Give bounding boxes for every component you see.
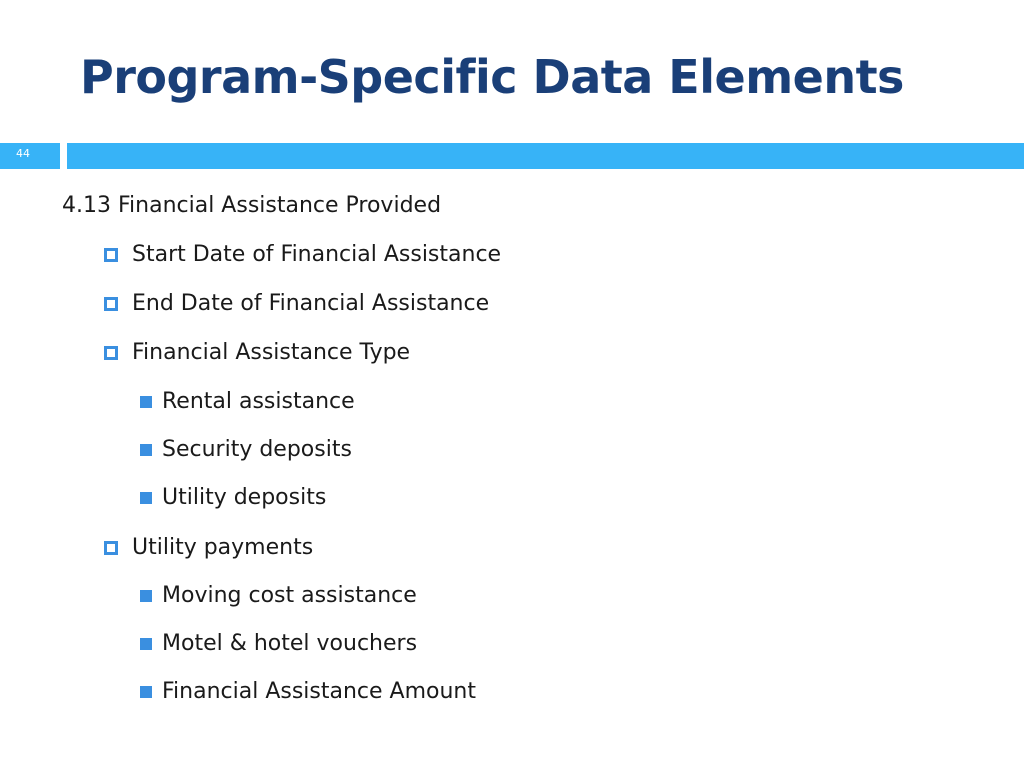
solid-square-bullet-icon	[140, 396, 152, 408]
solid-square-bullet-icon	[140, 638, 152, 650]
list-item	[140, 679, 476, 704]
list-item	[104, 291, 489, 316]
list-item-text: Utility deposits	[162, 485, 327, 510]
list-item	[140, 583, 417, 608]
list-item	[104, 535, 313, 560]
list-item-text: Financial Assistance Type	[132, 340, 411, 365]
list-item-text: Moving cost assistance	[162, 583, 417, 608]
slide-title: Program-Specific Data Elements	[80, 50, 904, 104]
list-item-text: Utility payments	[132, 535, 314, 560]
solid-square-bullet-icon	[140, 590, 152, 602]
section-heading-text: 4.13 Financial Assistance Provided	[62, 193, 442, 218]
list-item	[140, 631, 417, 656]
list-item-text: Financial Assistance Amount	[162, 679, 477, 704]
hollow-square-bullet-icon	[104, 248, 118, 262]
list-item-text: End Date of Financial Assistance	[132, 291, 490, 316]
list-item-text: Motel & hotel vouchers	[162, 631, 418, 656]
list-item-text: Start Date of Financial Assistance	[132, 242, 502, 267]
solid-square-bullet-icon	[140, 492, 152, 504]
list-item-text: Rental assistance	[162, 389, 355, 414]
hollow-square-bullet-icon	[104, 541, 118, 555]
hollow-square-bullet-icon	[104, 297, 118, 311]
list-item	[104, 340, 410, 365]
list-item	[104, 242, 501, 267]
section-heading	[62, 193, 441, 218]
hollow-square-bullet-icon	[104, 346, 118, 360]
slide-number: 44	[16, 147, 30, 160]
list-item	[140, 485, 326, 510]
solid-square-bullet-icon	[140, 444, 152, 456]
list-item-text: Security deposits	[162, 437, 352, 462]
list-item	[140, 437, 352, 462]
solid-square-bullet-icon	[140, 686, 152, 698]
list-item	[140, 389, 355, 414]
